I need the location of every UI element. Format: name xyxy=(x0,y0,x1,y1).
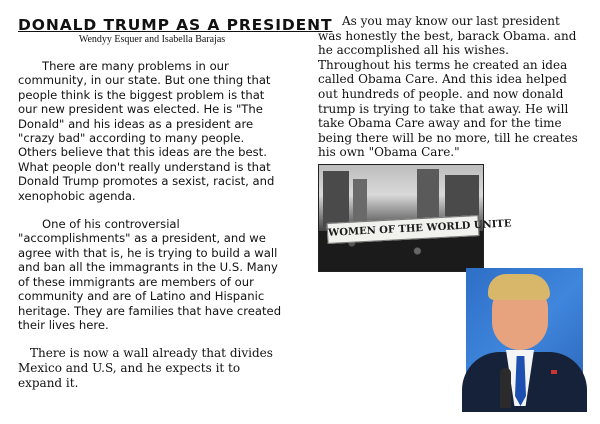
paragraph-obama-care: As you may know our last president was honestly the best, barack Obama. and he accomplished all his wishes. Throughout his terms he created an idea called Obama Care. And this idea helped out hundreds of people. and now donald trump is trying to take that away. He will take Obama Care away and for the time being there will be no more, till he creates his own "Obama Care." xyxy=(318,14,578,160)
building-left xyxy=(323,171,349,227)
article-byline: Wendyy Esquer and Isabella Barajas xyxy=(78,34,226,45)
paragraph-problems: There are many problems in our community, in our state. But one thing that people think is the biggest problem is that our new president was elected. He is "The Donald" and his ideas as a president are "crazy bad" according to many people. Others believe that this ideas are the best. What people don't really understand is that Donald Trump promotes a sexist, racist, and xenophobic agenda. xyxy=(18,59,275,203)
building-mid xyxy=(353,179,367,227)
article-title: DONALD TRUMP AS A PRESIDENT xyxy=(18,16,333,34)
portrait-tie xyxy=(515,356,526,406)
paragraph-wall: One of his controversial "accomplishments" as a president, and we agree with that is, he is trying to build a wall and ban all the immagrants in the U.S. Many of these immigrants are members of our community and are of Latino and Hispanic heritage. They are families that have created their lives here. xyxy=(18,217,282,332)
portrait-hair xyxy=(488,274,550,300)
left-column xyxy=(18,16,333,390)
womens-march-photo xyxy=(318,164,512,272)
president-portrait-photo xyxy=(466,268,583,406)
right-column xyxy=(318,14,584,160)
microphone-icon xyxy=(500,368,511,408)
march-banner: WOMEN OF THE WORLD UNITE xyxy=(327,215,480,244)
paragraph-existing-wall: There is now a wall already that divides Mexico and U.S, and he expects it to expand it. xyxy=(18,346,273,390)
flag-pin-icon xyxy=(551,370,557,374)
